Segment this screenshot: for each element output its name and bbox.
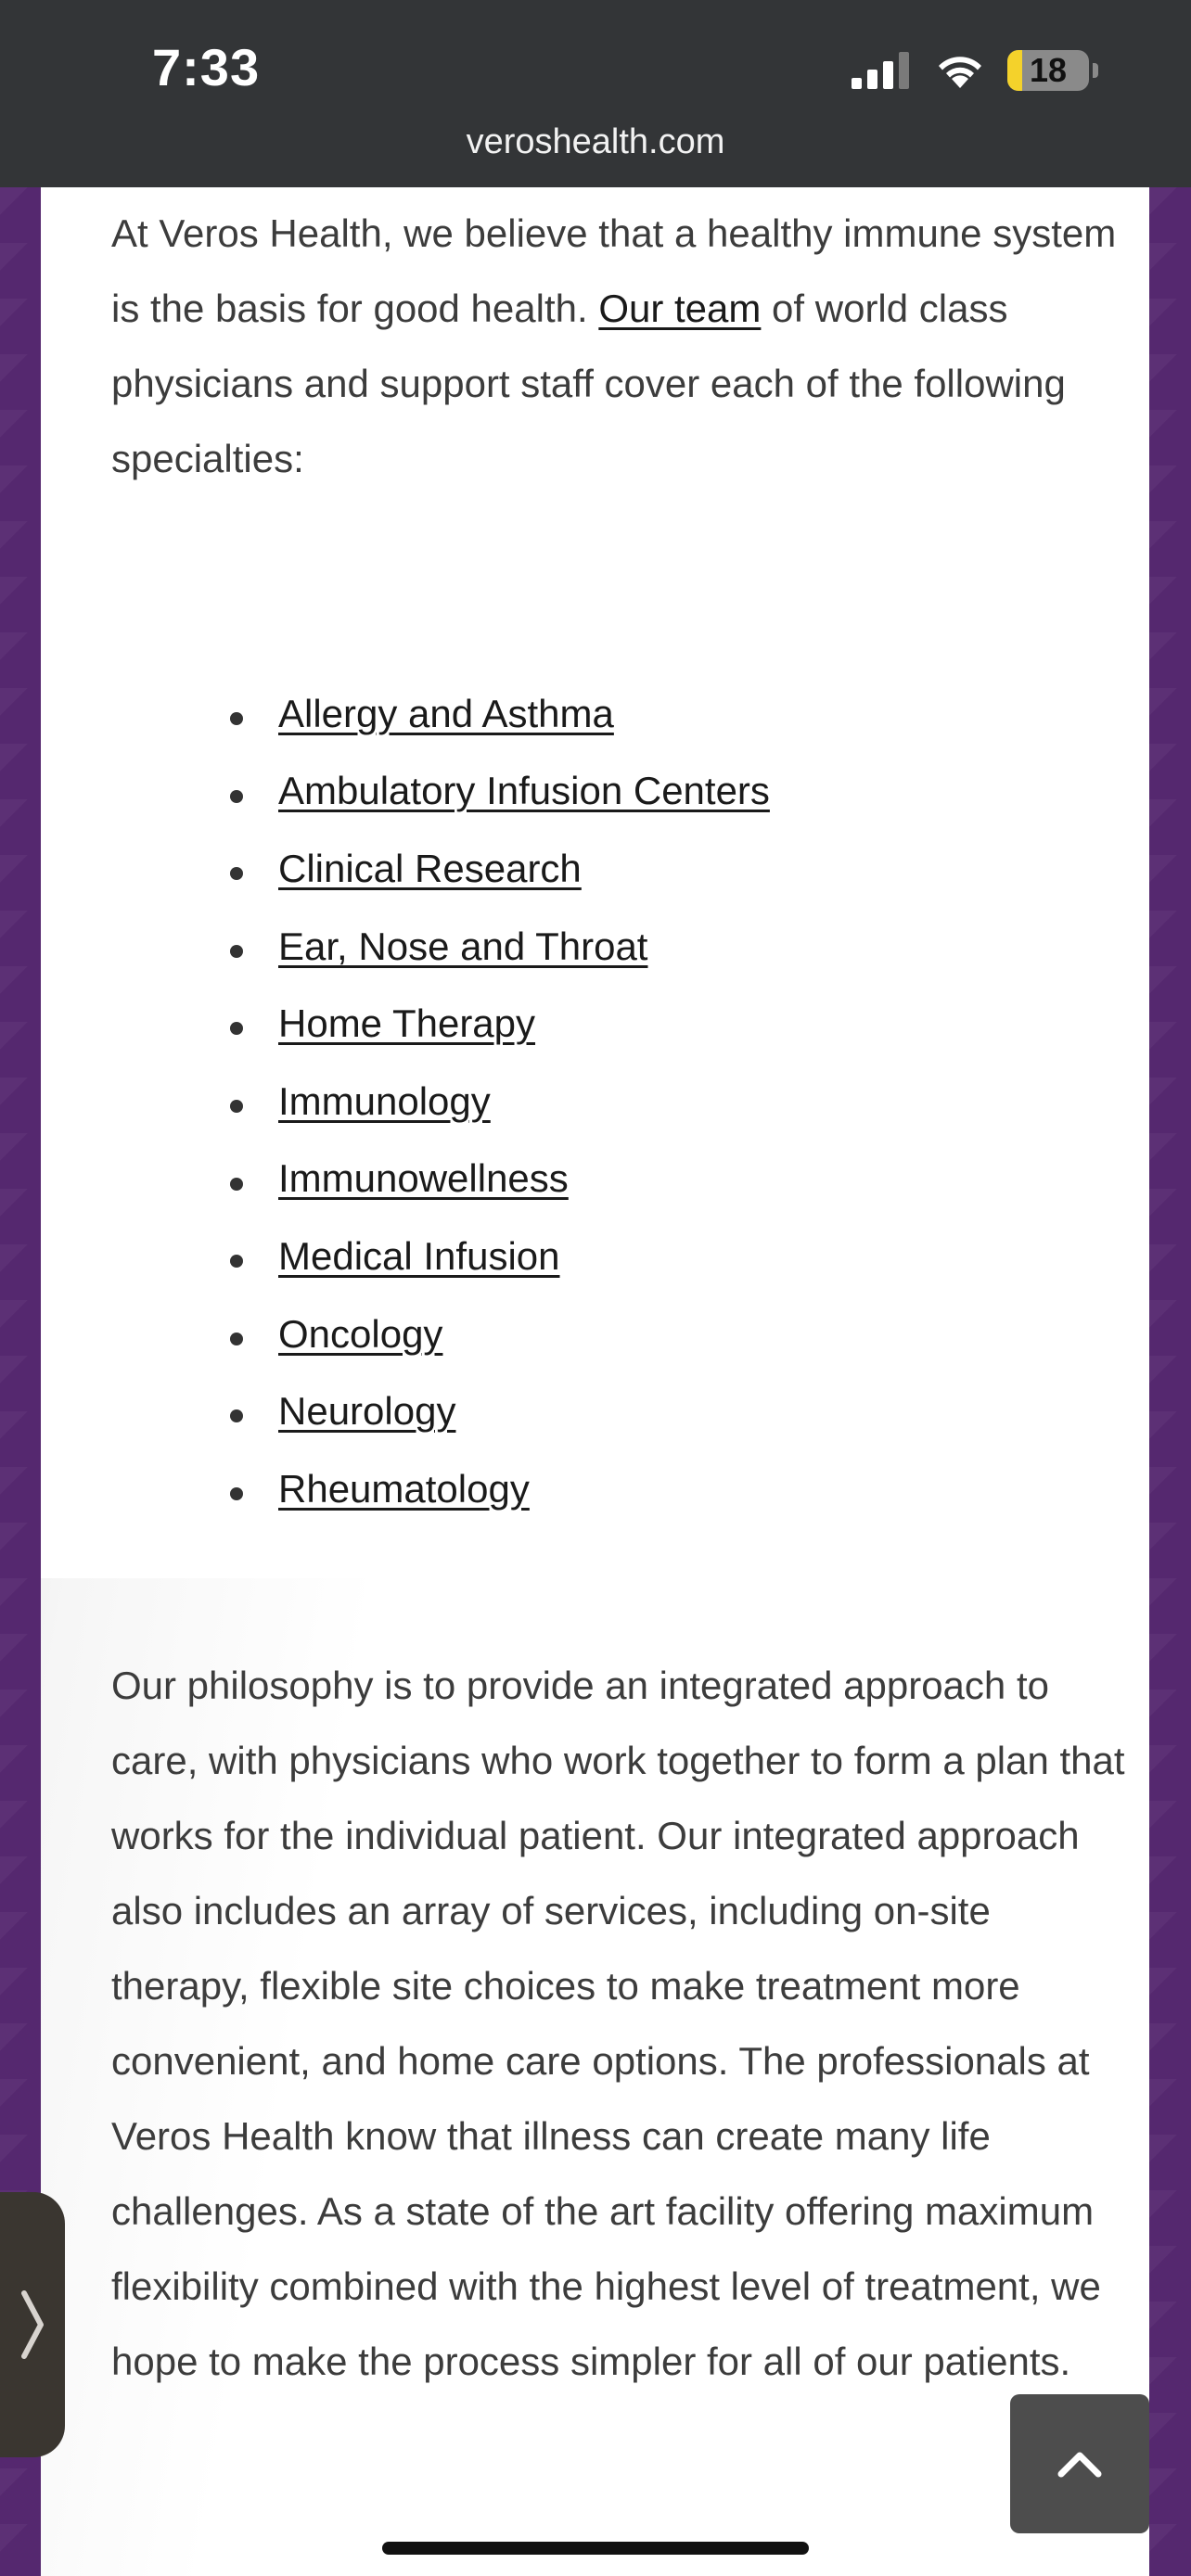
bullet-icon <box>230 945 243 958</box>
bullet-icon <box>230 1487 243 1500</box>
specialty-link-medical-infusion[interactable]: Medical Infusion <box>278 1233 560 1278</box>
list-item <box>167 675 770 753</box>
battery-level: 18 <box>1029 51 1068 89</box>
specialty-link-neurology[interactable]: Neurology <box>278 1389 456 1434</box>
specialty-link-immunology[interactable]: Immunology <box>278 1078 491 1123</box>
bullet-icon <box>230 1100 243 1113</box>
wifi-icon <box>933 51 987 90</box>
bullet-icon <box>230 1178 243 1191</box>
specialty-link-ear-nose-and-throat[interactable]: Ear, Nose and Throat <box>278 924 648 968</box>
url-bar[interactable]: veroshealth.com <box>466 122 725 161</box>
bullet-icon <box>230 1333 243 1345</box>
list-item <box>167 753 770 831</box>
specialty-link-home-therapy[interactable]: Home Therapy <box>278 1001 536 1046</box>
status-icons <box>852 45 1098 96</box>
intro-text-after: of world class physicians and support staff cover each of the following specialties: <box>111 287 1066 480</box>
specialty-link-clinical-research[interactable]: Clinical Research <box>278 846 582 890</box>
right-background-strip <box>1149 187 1191 2576</box>
list-item <box>167 1063 770 1141</box>
list-item <box>167 908 770 986</box>
back-to-top-button[interactable] <box>1010 2394 1149 2533</box>
intro-paragraph <box>111 196 1132 496</box>
our-team-link[interactable]: Our team <box>598 287 762 330</box>
specialty-link-oncology[interactable]: Oncology <box>278 1311 443 1356</box>
bullet-icon <box>230 1409 243 1422</box>
list-item <box>167 830 770 908</box>
specialty-link-immunowellness[interactable]: Immunowellness <box>278 1156 569 1201</box>
bullet-icon <box>230 1255 243 1268</box>
intro-text-before: At Veros Health, we believe that a healthy immune system is the basis for good health. <box>111 211 1117 330</box>
status-time: 7:33 <box>152 38 261 96</box>
philosophy-paragraph: Our philosophy is to provide an integrated approach to care, with physicians who work together to form a plan that works for the individual patient. Our integrated approach also includes an array of services, including on-site therapy, flexible site choices to make treatment more convenient, and home care options. The professionals at Veros Health know that illness can create many life challenges. As a state of the art facility offering maximum flexibility combined with the highest level of treatment, we hope to make the process simpler for all of our patients. <box>111 1664 1125 2383</box>
page-content <box>41 187 1149 2576</box>
specialty-link-rheumatology[interactable]: Rheumatology <box>278 1466 530 1511</box>
home-indicator[interactable] <box>382 2542 809 2555</box>
chevron-up-icon <box>1057 2450 1102 2478</box>
cellular-signal-icon <box>852 52 913 89</box>
chevron-right-icon <box>19 2288 46 2362</box>
list-item <box>167 1372 770 1450</box>
specialty-link-allergy-and-asthma[interactable]: Allergy and Asthma <box>278 691 614 735</box>
bullet-icon <box>230 867 243 880</box>
side-drawer-tab[interactable] <box>0 2192 65 2457</box>
list-item <box>167 985 770 1063</box>
battery-icon <box>1007 50 1089 91</box>
list-item <box>167 1218 770 1295</box>
bullet-icon <box>230 712 243 725</box>
battery-cap <box>1093 63 1098 78</box>
list-item <box>167 1450 770 1528</box>
bullet-icon <box>230 1022 243 1035</box>
specialty-link-ambulatory-infusion-centers[interactable]: Ambulatory Infusion Centers <box>278 769 770 813</box>
battery-fill <box>1007 50 1022 91</box>
list-item <box>167 1295 770 1373</box>
specialties-list <box>167 675 770 1528</box>
bullet-icon <box>230 790 243 803</box>
list-item <box>167 1141 770 1218</box>
status-bar <box>0 0 1191 187</box>
